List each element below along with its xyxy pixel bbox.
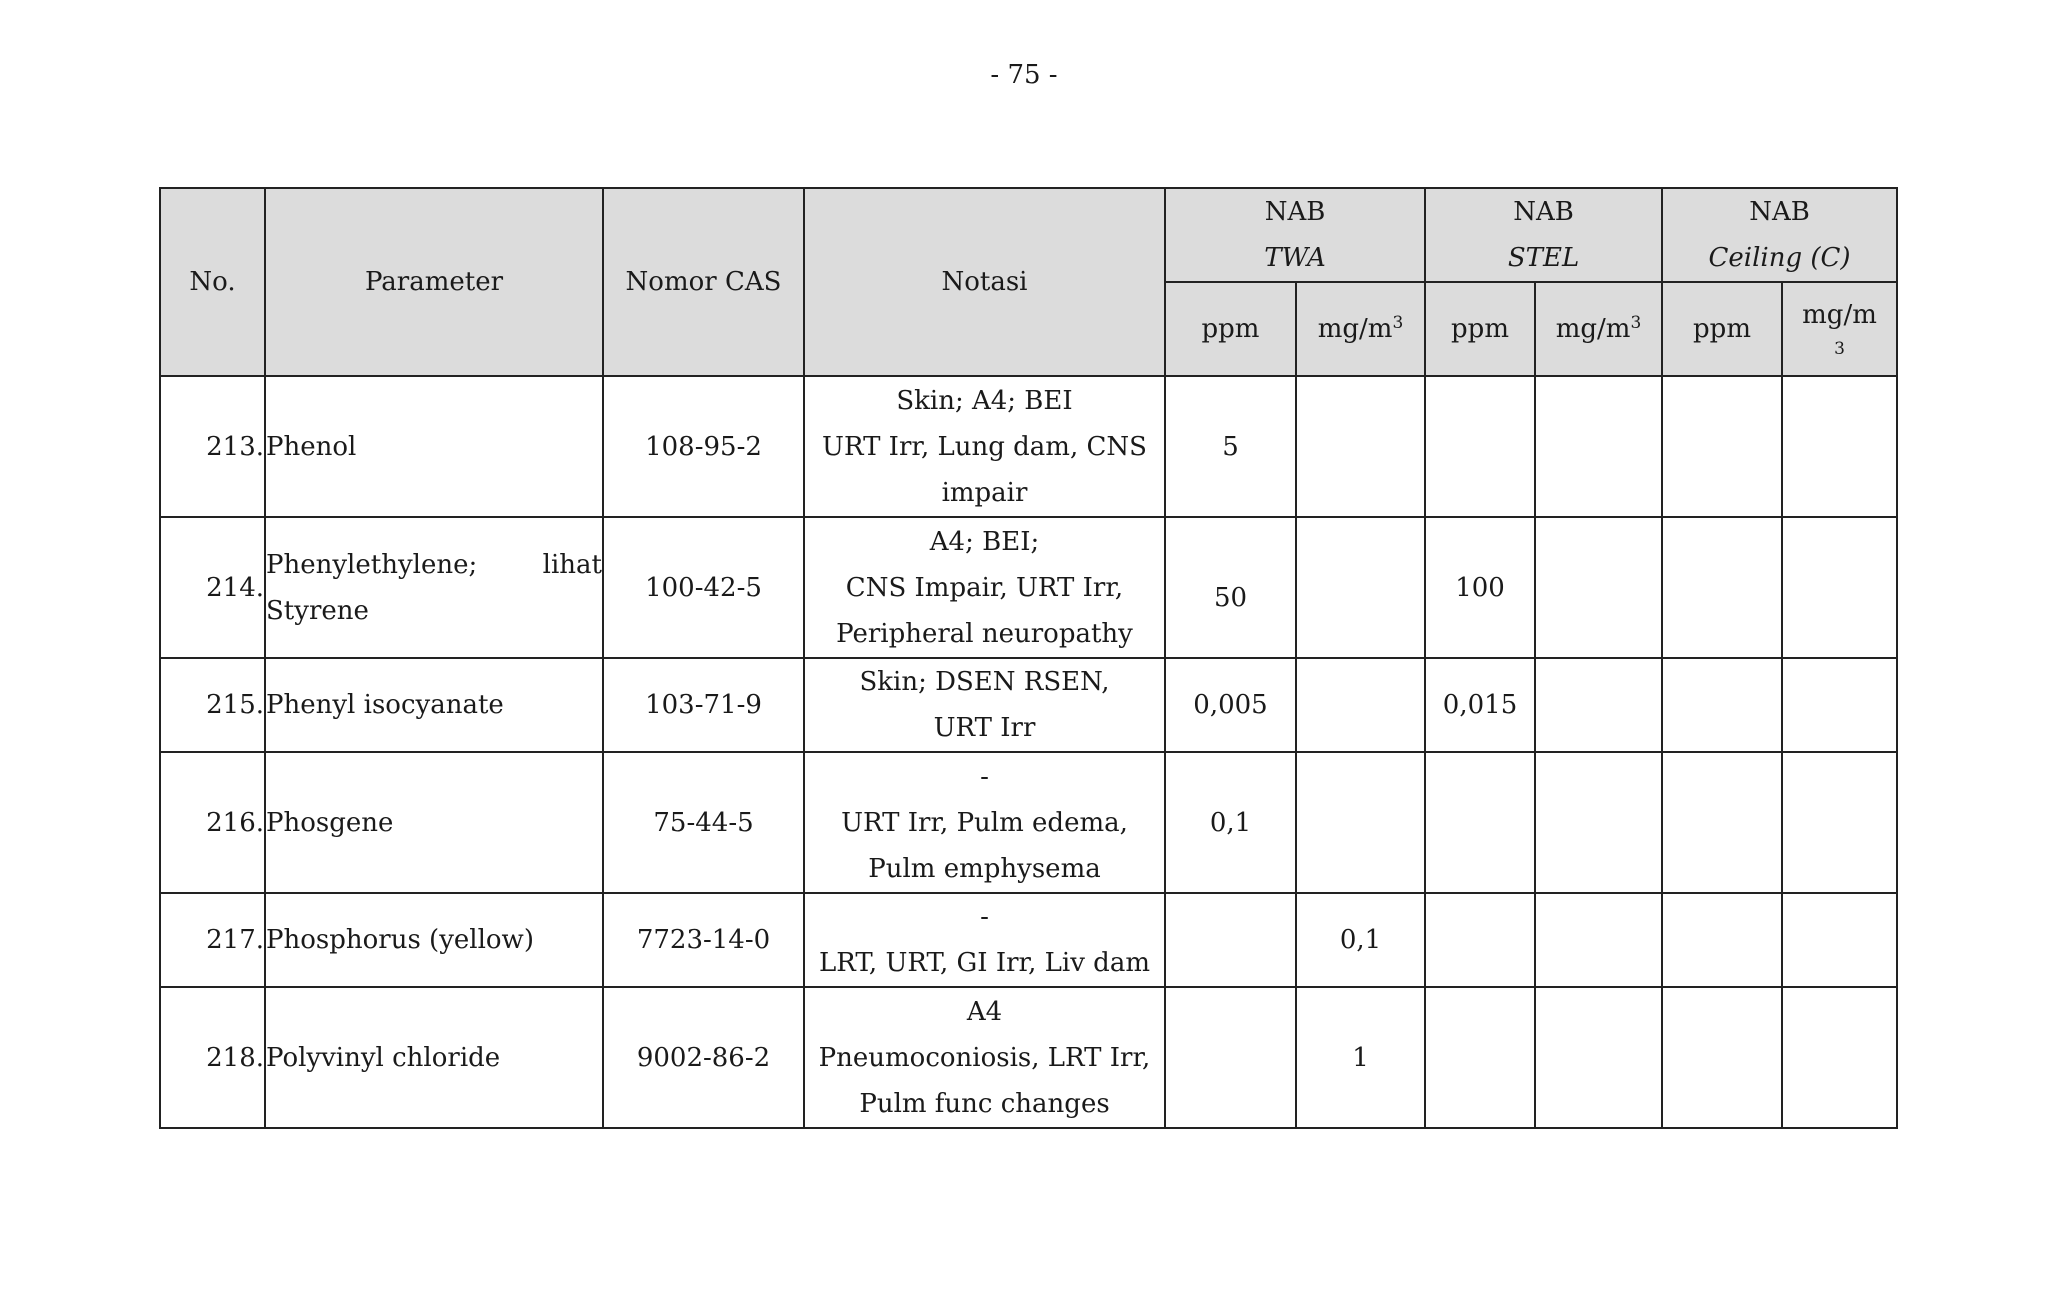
header-ceiling-ppm: ppm: [1662, 282, 1782, 376]
row-ceiling-mg: [1782, 987, 1897, 1128]
row-parameter: Phosphorus (yellow): [265, 893, 603, 987]
row-no: 218.: [160, 987, 265, 1128]
table-row: [160, 752, 1897, 893]
header-nab-ceiling-subtitle: Ceiling (C): [1708, 243, 1851, 273]
row-twa-ppm: [1165, 987, 1296, 1128]
row-stel-ppm: [1425, 752, 1535, 893]
row-twa-ppm: 0,1: [1165, 752, 1296, 893]
row-ceiling-ppm: [1662, 517, 1782, 658]
row-stel-mg: [1535, 752, 1662, 893]
header-ceiling-mg: mg/m 3: [1782, 282, 1897, 376]
header-nab-twa-title: NAB: [1264, 197, 1326, 227]
row-stel-mg: [1535, 517, 1662, 658]
row-notasi: - LRT, URT, GI Irr, Liv dam: [804, 893, 1165, 987]
header-nab-ceiling-title: NAB: [1749, 197, 1810, 227]
row-stel-mg: [1535, 658, 1662, 752]
row-twa-mg: [1296, 376, 1425, 517]
row-cas: 9002-86-2: [603, 987, 804, 1128]
header-parameter: Parameter: [265, 188, 603, 376]
row-notasi: Skin; DSEN RSEN, URT Irr: [804, 658, 1165, 752]
row-cas: 7723-14-0: [603, 893, 804, 987]
row-stel-ppm: [1425, 376, 1535, 517]
header-stel-mg: $mg/m^3$: [1535, 282, 1662, 376]
row-twa-ppm: 5: [1165, 376, 1296, 517]
row-twa-ppm: 0,005: [1165, 658, 1296, 752]
nab-table: [159, 187, 1898, 1129]
row-ceiling-mg: [1782, 517, 1897, 658]
row-no: 217.: [160, 893, 265, 987]
row-stel-mg: [1535, 376, 1662, 517]
row-twa-ppm: 50: [1165, 517, 1296, 658]
header-nab-stel-subtitle: STEL: [1507, 243, 1580, 273]
row-twa-mg: 1: [1296, 987, 1425, 1128]
table-row: [160, 987, 1897, 1128]
row-ceiling-mg: [1782, 893, 1897, 987]
row-notasi: A4; BEI; CNS Impair, URT Irr, Peripheral neuropathy: [804, 517, 1165, 658]
row-twa-mg: [1296, 658, 1425, 752]
row-cas: 100-42-5: [603, 517, 804, 658]
row-notasi: A4 Pneumoconiosis, LRT Irr, Pulm func changes: [804, 987, 1165, 1128]
row-twa-ppm: [1165, 893, 1296, 987]
row-parameter: Polyvinyl chloride: [265, 987, 603, 1128]
table-row: [160, 517, 1897, 658]
table-row: [160, 893, 1897, 987]
header-cas: Nomor CAS: [603, 188, 804, 376]
row-stel-ppm: [1425, 987, 1535, 1128]
header-nab-twa-subtitle: TWA: [1264, 243, 1326, 273]
header-twa-mg: $mg/m^3$: [1296, 282, 1425, 376]
row-ceiling-ppm: [1662, 658, 1782, 752]
row-stel-ppm: 0,015: [1425, 658, 1535, 752]
row-no: 214.: [160, 517, 265, 658]
row-stel-ppm: [1425, 893, 1535, 987]
header-twa-ppm: ppm: [1165, 282, 1296, 376]
row-parameter: Phenol: [265, 376, 603, 517]
header-notasi: Notasi: [804, 188, 1165, 376]
row-twa-mg: [1296, 752, 1425, 893]
header-stel-ppm: ppm: [1425, 282, 1535, 376]
row-no: 216.: [160, 752, 265, 893]
row-parameter: Phosgene: [265, 752, 603, 893]
row-notasi: - URT Irr, Pulm edema, Pulm emphysema: [804, 752, 1165, 893]
row-no: 213.: [160, 376, 265, 517]
row-ceiling-mg: [1782, 376, 1897, 517]
row-ceiling-ppm: [1662, 893, 1782, 987]
row-stel-mg: [1535, 987, 1662, 1128]
row-twa-mg: 0,1: [1296, 893, 1425, 987]
row-cas: 108-95-2: [603, 376, 804, 517]
page-number: - 75 -: [990, 60, 1058, 90]
row-cas: 103-71-9: [603, 658, 804, 752]
row-notasi: Skin; A4; BEI URT Irr, Lung dam, CNS impair: [804, 376, 1165, 517]
row-ceiling-ppm: [1662, 752, 1782, 893]
row-parameter: Phenylethylene; lihat Styrene: [265, 517, 603, 658]
header-nab-stel-title: NAB: [1513, 197, 1574, 227]
header-no: No.: [160, 188, 265, 376]
header-nab-stel: [1425, 188, 1662, 282]
table-row: [160, 376, 1897, 517]
header-nab-ceiling: [1662, 188, 1897, 282]
row-cas: 75-44-5: [603, 752, 804, 893]
table-row: [160, 658, 1897, 752]
row-ceiling-ppm: [1662, 376, 1782, 517]
header-nab-twa: [1165, 188, 1425, 282]
row-stel-ppm: 100: [1425, 517, 1535, 658]
row-ceiling-mg: [1782, 752, 1897, 893]
row-twa-mg: [1296, 517, 1425, 658]
row-parameter: Phenyl isocyanate: [265, 658, 603, 752]
row-ceiling-ppm: [1662, 987, 1782, 1128]
row-stel-mg: [1535, 893, 1662, 987]
row-no: 215.: [160, 658, 265, 752]
row-ceiling-mg: [1782, 658, 1897, 752]
